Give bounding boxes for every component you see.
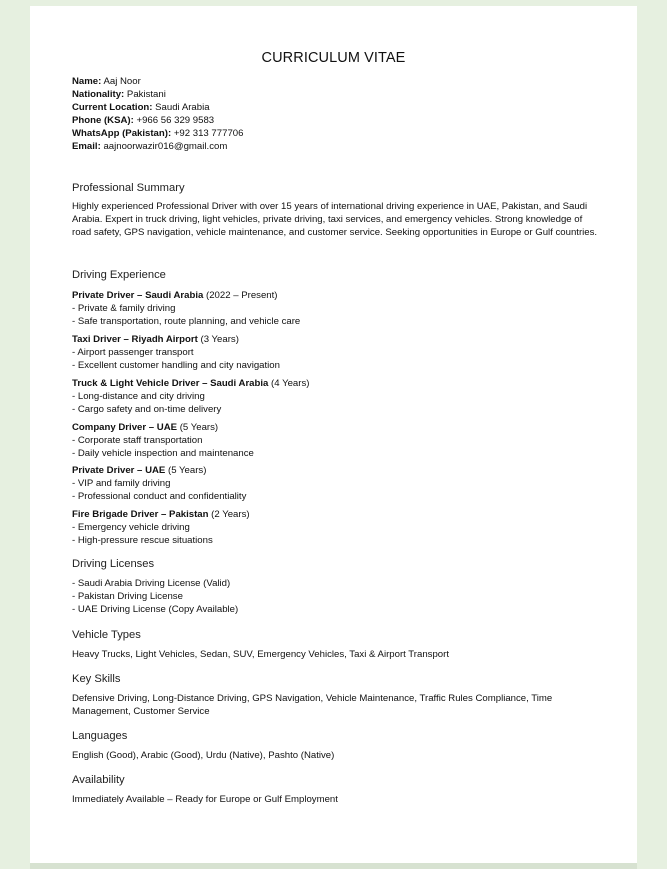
job-role: Fire Brigade Driver – Pakistan <box>72 509 209 520</box>
license-item: - Saudi Arabia Driving License (Valid) <box>72 578 231 589</box>
info-whatsapp: WhatsApp (Pakistan): +92 313 777706 <box>72 128 244 139</box>
job-bullet: - Corporate staff transportation <box>72 435 203 446</box>
job-period: (5 Years) <box>177 422 219 433</box>
experience-section <box>72 269 602 281</box>
job-bullet: - Emergency vehicle driving <box>72 522 190 533</box>
availability-text: Immediately Available – Ready for Europe or Gulf Employment <box>72 794 338 805</box>
page-shadow <box>30 863 637 869</box>
skills-heading: Key Skills <box>72 673 121 685</box>
job-role: Company Driver – UAE <box>72 422 178 433</box>
job-period: (4 Years) <box>268 378 310 389</box>
job-role: Private Driver – UAE <box>72 465 166 476</box>
licenses-heading: Driving Licenses <box>72 558 155 570</box>
skills-text: Defensive Driving, Long-Distance Driving, GPS Navigation, Vehicle Maintenance, Traffic Rules Compliance, Time Management, Customer Service <box>72 693 553 717</box>
availability-section <box>72 774 602 806</box>
job-bullet: - Private & family driving <box>72 303 176 314</box>
job-bullet: - VIP and family driving <box>72 478 171 489</box>
experience-heading: Driving Experience <box>72 269 166 281</box>
languages-section <box>72 730 602 762</box>
job-role: Taxi Driver – Riyadh Airport <box>72 334 198 345</box>
job-entry <box>72 421 602 460</box>
vehicles-text: Heavy Trucks, Light Vehicles, Sedan, SUV, Emergency Vehicles, Taxi & Airport Transport <box>72 649 450 660</box>
document-page <box>30 6 637 863</box>
summary-heading: Professional Summary <box>72 182 185 194</box>
summary-text: Highly experienced Professional Driver with over 15 years of international driving experience in UAE, Pakistan, and Saudi Arabia. Expert in truck driving, light vehicles, private driving, taxi services, and emergency vehicles. Strong knowledge of road safety, GPS navigation, vehicle maintenance, and customer service. Seeking opportunities in Europe or Gulf countries. <box>72 201 598 238</box>
job-bullet: - Daily vehicle inspection and maintenance <box>72 448 254 459</box>
personal-info <box>72 75 243 153</box>
job-role: Truck & Light Vehicle Driver – Saudi Arabia <box>72 378 269 389</box>
info-name: Name: Aaj Noor <box>72 76 141 87</box>
availability-heading: Availability <box>72 774 125 786</box>
job-bullet: - Excellent customer handling and city navigation <box>72 360 280 371</box>
license-item: - UAE Driving License (Copy Available) <box>72 604 239 615</box>
job-bullet: - Safe transportation, route planning, and vehicle care <box>72 316 301 327</box>
licenses-section <box>72 558 602 616</box>
license-item: - Pakistan Driving License <box>72 591 183 602</box>
info-nationality: Nationality: Pakistani <box>72 89 166 100</box>
job-period: (2022 – Present) <box>203 290 278 301</box>
job-role: Private Driver – Saudi Arabia <box>72 290 204 301</box>
job-entry <box>72 377 602 416</box>
job-period: (2 Years) <box>208 509 250 520</box>
job-bullet: - Cargo safety and on-time delivery <box>72 404 222 415</box>
job-entry <box>72 508 602 547</box>
info-email: Email: aajnoorwazir016@gmail.com <box>72 141 228 152</box>
languages-heading: Languages <box>72 730 128 742</box>
job-period: (3 Years) <box>197 334 239 345</box>
document-title: CURRICULUM VITAE <box>261 50 406 66</box>
job-entry <box>72 289 602 328</box>
job-entry <box>72 333 602 372</box>
job-bullet: - Professional conduct and confidentiality <box>72 491 247 502</box>
job-bullet: - High-pressure rescue situations <box>72 535 213 546</box>
info-location: Current Location: Saudi Arabia <box>72 102 210 113</box>
job-period: (5 Years) <box>165 465 207 476</box>
job-bullet: - Long-distance and city driving <box>72 391 205 402</box>
info-phone-ksa: Phone (KSA): +966 56 329 9583 <box>72 115 215 126</box>
vehicles-heading: Vehicle Types <box>72 629 141 641</box>
skills-section <box>72 673 602 718</box>
job-bullet: - Airport passenger transport <box>72 347 194 358</box>
languages-text: English (Good), Arabic (Good), Urdu (Native), Pashto (Native) <box>72 750 335 761</box>
job-entry <box>72 464 602 503</box>
vehicles-section <box>72 629 602 661</box>
summary-section <box>72 182 602 239</box>
